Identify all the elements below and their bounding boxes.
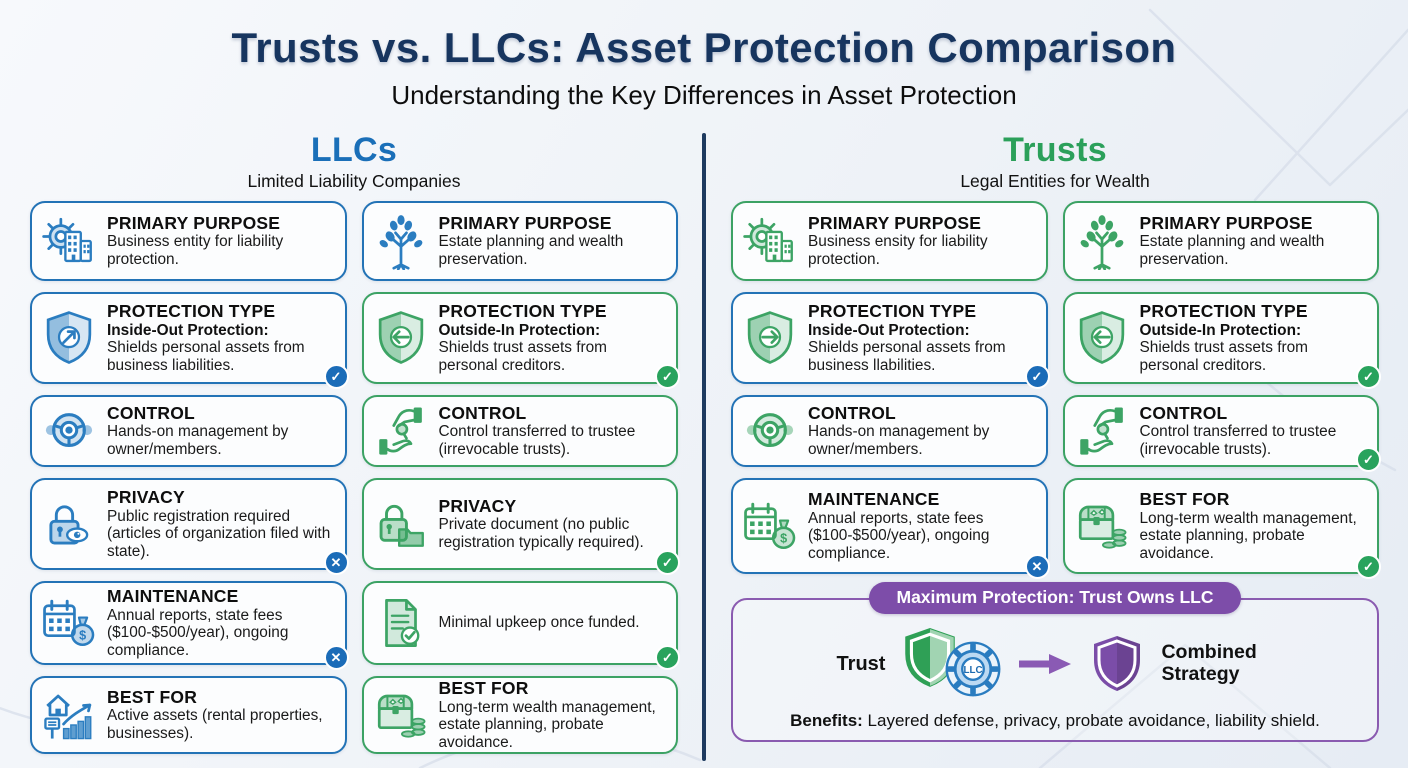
trust-control-card — [1063, 395, 1380, 467]
card-body: Estate planning and wealth preservation. — [438, 233, 624, 268]
page-title: Trusts vs. LLCs: Asset Protection Comparison — [231, 24, 1177, 71]
trust-subheading: Legal Entities for Wealth — [960, 171, 1150, 191]
card-text — [439, 679, 667, 751]
card-title: BEST FOR — [1139, 489, 1230, 509]
llc-card-grid — [30, 201, 678, 754]
card-title: PRIVACY — [438, 495, 517, 516]
card-text — [439, 214, 667, 269]
card-text — [439, 404, 667, 459]
card-body: Shields trust assets from personal creditors. — [1139, 339, 1309, 374]
tree-icon — [1073, 212, 1131, 270]
card-title: BEST FOR — [107, 686, 198, 707]
llc-heading: LLCs — [310, 131, 398, 169]
card-text — [1140, 302, 1368, 374]
llc-primary-purpose-card — [30, 201, 347, 281]
card-text — [439, 497, 667, 552]
llc-note-card — [362, 581, 679, 665]
card-title: CONTROL — [1139, 402, 1228, 423]
trust-primary-purpose-card — [1063, 201, 1380, 281]
card-text — [107, 587, 335, 659]
card-title: CONTROL — [808, 402, 896, 423]
trust-protection-type-card — [731, 292, 1048, 384]
llc-protection-type-card — [30, 292, 347, 384]
card-body: Hands-on management by owner/members. — [107, 423, 289, 458]
chest-coins-icon — [1073, 497, 1131, 555]
combined-strategy-label: Combined Strategy — [1161, 641, 1257, 685]
card-title: BEST FOR — [438, 678, 529, 699]
card-body: Annual reports, state fees ($100-$500/year), ongoing compliance. — [808, 509, 990, 562]
card-body: Shields trust assets from personal creditors. — [438, 339, 608, 374]
shield-arrow-in-icon — [372, 309, 430, 367]
gear-building-icon — [40, 212, 98, 270]
trust-best-for-card — [1063, 478, 1380, 574]
trust-protection-type-card — [1063, 292, 1380, 384]
trust-heading: Trusts — [1003, 131, 1107, 169]
card-text — [1140, 490, 1368, 562]
llc-gear-icon — [943, 639, 1003, 699]
combined-shield-icon — [1085, 632, 1149, 696]
card-text — [808, 404, 1036, 459]
card-title: PRIVACY — [107, 487, 185, 507]
card-title: PRIMARY PURPOSE — [1139, 212, 1313, 233]
card-body: Shields personal assets from business llabilities. — [808, 339, 1006, 374]
gear-building-icon — [741, 212, 799, 270]
card-title: PROTECTION TYPE — [808, 301, 977, 321]
card-title: PROTECTION TYPE — [107, 301, 276, 321]
check-badge: ✓ — [1356, 554, 1381, 579]
trust-maintenance-card — [731, 478, 1048, 574]
card-title: MAINTENANCE — [808, 489, 940, 509]
combo-banner: Maximum Protection: Trust Owns LLC — [869, 582, 1242, 614]
shield-arrow-out-icon — [40, 309, 98, 367]
lock-folder-icon — [372, 495, 430, 553]
x-badge: ✕ — [1025, 554, 1050, 579]
hands-exchange-icon — [372, 402, 430, 460]
card-text — [1140, 214, 1368, 269]
llc-subheading: Limited Liability Companies — [247, 171, 461, 191]
benefits-label: Benefits: — [790, 711, 863, 730]
center-divider — [702, 133, 706, 761]
check-badge: ✓ — [324, 364, 349, 389]
check-badge: ✓ — [1356, 364, 1381, 389]
llc-control-card — [30, 395, 347, 467]
card-text — [107, 214, 335, 269]
card-body: Estate planning and wealth preservation. — [1139, 233, 1325, 268]
llc-maintenance-card — [30, 581, 347, 665]
card-body: Annual reports, state fees ($100-$500/year), ongoing compliance. — [107, 606, 289, 659]
card-text — [1140, 404, 1368, 459]
check-badge: ✓ — [655, 364, 680, 389]
card-lead: Inside-Out Protection: — [107, 321, 269, 339]
card-body: Minimal upkeep once funded. — [438, 614, 640, 632]
card-body: Control transferred to trustee (irrevocable trusts). — [1139, 423, 1337, 458]
maximum-protection-section — [731, 582, 1379, 742]
card-body: Long-term wealth management, estate planning, probate avoidance. — [438, 698, 656, 751]
svg-text:$: $ — [79, 628, 87, 643]
card-title: CONTROL — [107, 402, 195, 423]
trust-owns-llc-icon — [897, 622, 1005, 706]
card-text — [107, 302, 335, 374]
card-text — [808, 302, 1036, 374]
llc-best-for-card — [362, 676, 679, 754]
card-body: Private document (no public registration typically required). — [438, 516, 644, 551]
shield-arrow-right-icon — [741, 309, 799, 367]
llc-control-card — [362, 395, 679, 467]
calendar-money-icon — [40, 594, 98, 652]
svg-text:$: $ — [780, 531, 788, 546]
check-badge: ✓ — [655, 550, 680, 575]
arrow-icon — [1017, 651, 1073, 677]
house-chart-icon — [40, 686, 98, 744]
tree-icon — [372, 212, 430, 270]
x-badge: ✕ — [324, 550, 349, 575]
card-title: CONTROL — [438, 402, 527, 423]
card-lead: Outside-In Protection: — [438, 321, 601, 339]
trust-label: Trust — [836, 652, 886, 675]
card-title: PROTECTION TYPE — [1139, 301, 1308, 321]
card-title: MAINTENANCE — [107, 586, 239, 607]
steering-wheel-icon — [40, 402, 98, 460]
shield-arrow-in-icon — [1073, 309, 1131, 367]
card-title: PROTECTION TYPE — [438, 301, 607, 321]
llc-protection-type-card — [362, 292, 679, 384]
card-text — [808, 490, 1036, 562]
card-body: Shields personal assets from business liabilities. — [107, 339, 305, 374]
llc-privacy-card — [30, 478, 347, 570]
llc-primary-purpose-card — [362, 201, 679, 281]
card-text — [107, 688, 335, 743]
llc-section — [30, 131, 678, 754]
hands-exchange-icon — [1073, 402, 1131, 460]
x-badge: ✕ — [324, 645, 349, 670]
card-title: PRIMARY PURPOSE — [107, 212, 281, 233]
svg-text:LLC: LLC — [963, 664, 984, 676]
check-badge: ✓ — [1025, 364, 1050, 389]
card-text — [439, 302, 667, 374]
check-badge: ✓ — [655, 645, 680, 670]
llc-best-for-card — [30, 676, 347, 754]
card-body: Long-term wealth management, estate planning, probate avoidance. — [1139, 509, 1357, 562]
benefits-text: Benefits: Layered defense, privacy, probate avoidance, liability shield. — [790, 711, 1320, 730]
card-lead: Outside-In Protection: — [1139, 321, 1302, 339]
check-badge: ✓ — [1356, 447, 1381, 472]
card-body: Public registration required (articles of organization filed with state). — [107, 507, 331, 560]
llc-privacy-card — [362, 478, 679, 570]
trust-primary-purpose-card — [731, 201, 1048, 281]
card-body: Hands-on management by owner/members. — [808, 423, 990, 458]
card-text — [107, 404, 335, 459]
combo-box — [731, 598, 1379, 742]
trust-control-card — [731, 395, 1048, 467]
page-subtitle: Understanding the Key Differences in Asset Protection — [391, 80, 1017, 110]
card-title: PRIMARY PURPOSE — [808, 212, 982, 233]
card-text — [808, 214, 1036, 269]
steering-wheel-icon — [741, 402, 799, 460]
card-body: Business entity for liability protection. — [107, 233, 284, 268]
trust-section — [731, 131, 1379, 742]
calendar-money-icon — [741, 497, 799, 555]
lock-eye-icon — [40, 495, 98, 553]
card-lead: Inside-Out Protection: — [808, 321, 970, 339]
card-title: PRIMARY PURPOSE — [438, 212, 612, 233]
document-check-icon — [372, 594, 430, 652]
card-body: Active assets (rental properties, businesses). — [107, 707, 323, 742]
card-text — [107, 488, 335, 560]
trust-card-grid — [731, 201, 1379, 574]
card-body: Business ensity for liability protection. — [808, 233, 988, 268]
chest-coins-icon — [372, 686, 430, 744]
card-body: Control transferred to trustee (irrevocable trusts). — [438, 423, 636, 458]
card-text — [439, 614, 667, 631]
